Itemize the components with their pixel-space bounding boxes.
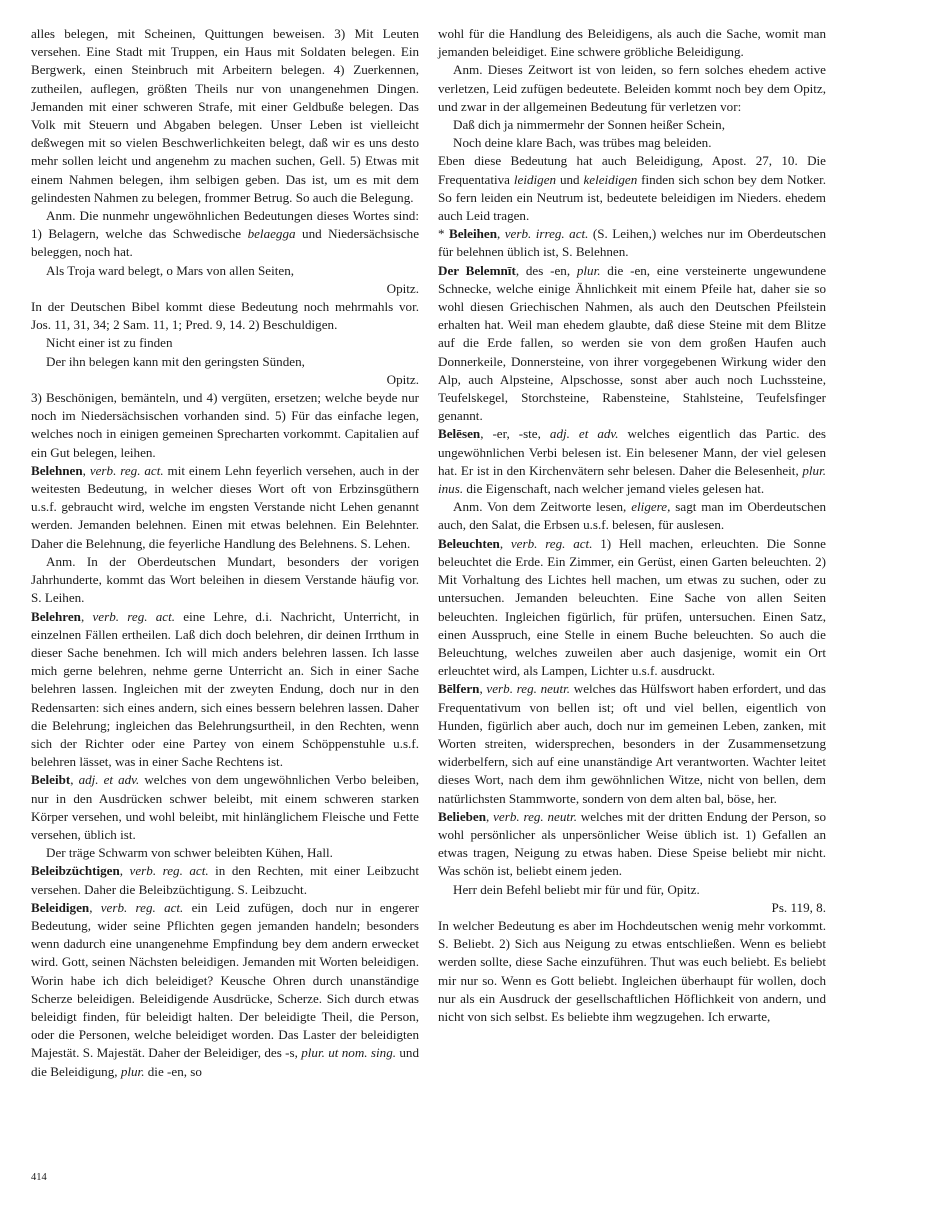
verse-quote: [31, 262, 419, 280]
entry-headword: Beleibzüchtigen: [31, 863, 120, 879]
verse-line: Nicht einer ist zu finden: [46, 335, 173, 351]
grammar-label: verb. reg. neutr.: [493, 808, 577, 824]
dictionary-entry: Bēlfern, verb. reg. neutr. welches das Hülfswort haben erfordert, und das Frequentativum von bellen ist; oft und viel bellen, eigentlich von Hunden, figürlich aber auch, doch nur im gemeinen Leben, zanken, mit Worten streiten, widersprechen, besonders in der Zusammensetzung widerbelfern, sich auf eine unanständige Art verantworten. Wachter leitet dieses Wort, nach dem ihm gewöhnlichen Witze, nicht von bellen, dem natürlichsten Stammworte, sondern von dem alten bal, böse, her.: [438, 681, 826, 806]
verse-quote: [438, 881, 826, 899]
verse-quote: [31, 844, 419, 862]
dictionary-entry: Beleidigen, verb. reg. act. ein Leid zufügen, doch nur in engerer Bedeutung, wider seine Pflichten gegen jemanden handeln; besonders wenn dadurch eine unangenehme Empfindung bey dem andern erwecket wird. Gott, seinen Nächsten beleidigen. Jemanden mit Worten beleidigen. Worin habe ich dich beleidiget? Keusche Ohren durch unanständige Scherze beleidigen. Beleidigende Ausdrücke, Scherze. Sich durch etwas beleidigt finden, für beleidigt halten. Der beleidigte Theil, die Person, oder die Personen, welche beleidiget worden. Das Laster der beleidigten Majestät. S. Majestät. Daher der Beleidiger, des -s, plur. ut nom. sing. und die Beleidigung, plur. die -en, so: [31, 899, 420, 1079]
grammar-label: verb. reg. neutr.: [486, 681, 571, 697]
verse-line: Herr dein Befehl beliebt mir für und für, Opitz.: [453, 881, 700, 897]
dictionary-entry: Belieben, verb. reg. neutr. welches mit der dritten Endung der Person, so wohl persönlicher als unpersönlicher Weise üblich ist. 1) Gefallen an etwas tragen, Neigung zu etwas haben. Diese Speise beliebt mir nicht. Was schön ist, beliebt einem jeden.: [438, 808, 827, 879]
dictionary-entry: Beleibzüchtigen, verb. reg. act. in den Rechten, mit einer Leibzucht versehen. Daher die Beleibzüchtigung. S. Leibzucht.: [31, 863, 419, 897]
body-paragraph: 3) Beschönigen, bemänteln, und 4) vergüten, ersetzen; welche beyde nur noch im Niedersächsischen vorhanden sind. 5) Für das einfache legen, welches noch in einigen gemeinen Sprecharten vorkommt. Capitalien auf ein Gut belegen, leihen.: [31, 390, 419, 460]
italic-term: belaegga: [247, 226, 296, 242]
grammar-label: verb. irreg. act.: [504, 226, 589, 242]
body-paragraph: alles belegen, mit Scheinen, Quittungen beweisen. 3) Mit Leuten versehen. Eine Stadt mit Truppen, ein Haus mit Soldaten belegen. Ein Bergwerk, einen Steinbruch mit Arbeitern belegen. 4) Zuerkennen, zutheilen, auflegen, größten Theils nur von unangenehmen Dingen. Jemanden mit einer schweren Strafe, mit einer Geldbuße belegen. Das Volk mit Steuern und Abgaben belegen. Unser Leben ist vielleicht deßwegen mit so vielen Beschwerlichkeiten belegt, daß wir es uns desto mehr sollen leicht und angenehm zu machen suchen, Gell. 5) Etwas mit einem Nahmen belegen, ihm selbigen geben. Das ist, um es mit dem gelindesten Nahmen zu belegen, frommer Betrug. So auch die Belegung.: [31, 26, 419, 205]
verse-line: Noch deine klare Bach, was trübes mag beleiden.: [453, 135, 712, 151]
citation-source: Opitz.: [386, 371, 419, 387]
grammar-label: verb. reg. act.: [92, 608, 176, 624]
page-number: 414: [31, 1172, 47, 1183]
verse-quote: [438, 116, 826, 152]
dictionary-entry: Belehnen, verb. reg. act. mit einem Lehn feyerlich versehen, auch in der weitesten Bedeutung, in welcher dieses Wort oft von Erbzinsgüthern u.s.f. gebraucht wird, welche im engsten Verstande nicht Lehen genannt werden. Jemanden belehnen. Einen mit etwas belehnen. Ein Belehnter. Daher die Belehnung, die feyerliche Handlung des Belehnens. S. Lehen.: [31, 462, 419, 551]
citation-source: Opitz.: [386, 280, 419, 296]
body-paragraph: In welcher Bedeutung es aber im Hochdeutschen wenig mehr vorkommt. S. Beliebt. 2) Sich aus Neigung zu etwas entschließen. Wenn es beliebt werden sollte, diese Sache einzuführen. Thut was euch beliebt. Es beliebt mir nur so. Wenn es Gott beliebt. Ingleichen überhaupt für wollen, doch nur als ein Ausdruck der gesellschaftlichen Höflichkeit von andern, und nicht von sich selbst. Es beliebte ihm wegzugehen. Ich erwarte,: [438, 917, 826, 1024]
body-paragraph: In der Deutschen Bibel kommt diese Bedeutung noch mehrmahls vor. Jos. 11, 31, 34; 2 Sam. 11, 1; Pred. 9, 14. 2) Beschuldigen.: [31, 299, 419, 333]
entry-headword: Belēsen: [438, 426, 481, 442]
verse-line: Der träge Schwarm von schwer beleibten Kühen, Hall.: [46, 845, 333, 861]
entry-headword: Beleuchten: [438, 535, 500, 551]
entry-headword: Beleibt: [31, 772, 71, 788]
grammar-label: verb. reg. act.: [510, 535, 593, 551]
dictionary-entry: Beleuchten, verb. reg. act. 1) Hell machen, erleuchten. Die Sonne beleuchtet die Erde. Ein Zimmer, ein Gerüst, einen Garten beleuchten. 2) Mit Vorhaltung des Lichtes hell machen, um etwas zu suchen, oder zu untersuchen. Jemanden beleuchten. Eine Sache von allen Seiten beleuchten. Ingleichen figürlich, für prüfen, untersuchen. Einen Satz, einen Ausspruch, eine Stelle in einem Buche beleuchten. So auch die Beleuchtung, welches zuweilen aber auch dasjenige, womit ein Ort erleuchtet wird, als Lampen, Lichter u.s.f. ausdruckt.: [438, 535, 826, 679]
grammar-label: verb. reg. act.: [100, 899, 184, 915]
body-paragraph: Anm. Die nunmehr ungewöhnlichen Bedeutungen dieses Wortes sind: 1) Belagern, welche das Schwedische belaegga und Niedersächsische beleggen, noch hat.: [31, 208, 420, 260]
italic-term: plur. inus.: [438, 462, 826, 497]
entry-headword: Bēlfern: [438, 681, 480, 697]
grammar-label: adj. et adv.: [78, 772, 140, 788]
italic-term: plur. ut nom. sing.: [301, 1045, 397, 1061]
entry-headword: Belehren: [31, 608, 81, 624]
left-column: [31, 25, 419, 1081]
body-paragraph: Anm. In der Oberdeutschen Mundart, besonders der vorigen Jahrhunderte, kommt das Wort beleihen in diesem Verstande häufig vor. S. Leihen.: [31, 553, 419, 606]
entry-headword: Belehnen: [31, 462, 83, 478]
italic-term: keleidigen: [583, 171, 638, 187]
entry-headword: Belieben: [438, 808, 487, 824]
dictionary-entry: * Beleihen, verb. irreg. act. (S. Leihen,) welches nur im Oberdeutschen für belehnen üblich ist, S. Belehnen.: [438, 226, 826, 260]
entry-headword: Beleidigen: [31, 899, 90, 915]
entry-headword: Beleihen: [449, 226, 498, 242]
body-paragraph: Anm. Dieses Zeitwort ist von leiden, so fern solches ehedem active verletzen, Leid zufügen bedeutete. Beleiden kommt noch bey dem Opitz, und zwar in der allgemeinen Bedeutung für verletzen vor:: [438, 62, 826, 114]
right-column: [438, 25, 826, 1026]
italic-term: plur.: [120, 1063, 145, 1079]
grammar-label: verb. reg. act.: [89, 462, 164, 478]
verse-line: Als Troja ward belegt, o Mars von allen Seiten,: [46, 262, 295, 278]
grammar-label: verb. reg. act.: [129, 863, 209, 879]
grammar-label: adj. et adv.: [549, 426, 619, 442]
citation-source: Ps. 119, 8.: [771, 899, 826, 915]
verse-line: Daß dich ja nimmermehr der Sonnen heißer Schein,: [453, 117, 725, 133]
verse-quote: [31, 334, 419, 370]
grammar-label: plur.: [576, 262, 601, 278]
dictionary-entry: Der Belemnīt, des -en, plur. die -en, eine versteinerte ungewundene Schnecke, welche einige Ähnlichkeit mit einem Pfeile hat, daher sie so wohl diesen Griechischen Nahmen, als auch den Deutschen Pfeilstein erhalten hat. Weil man ehedem glaubte, daß diese Steine mit dem Blitze auf die Erde fallen, so werden sie von dem großen Haufen auch Donnerkeile, Donnersteine, von ihrer vorgegebenen Wirkung wider den Alp, auch Alpsteine, Alpschosse, sonst aber auch noch Luchssteine, Teufelskegel, Storchsteine, Rabensteine, Stahlsteine, Teufelsfinger genannt.: [438, 262, 827, 424]
dictionary-entry: Belehren, verb. reg. act. eine Lehre, d.i. Nachricht, Unterricht, in einzelnen Fällen ertheilen. Laß dich doch belehren, dir deinen Irrthum in dieser Sache benehmen. Ich will mich anders belehren lassen. Ich lasse mich gerne belehren, nehme gerne Unterricht an. Sich in einer Sache belehren lassen. Ingleichen mit der zweyten Endung, doch nur in den Redensarten: sich eines andern, sich eines bessern belehren lassen. Daher die Belehrung; ingleichen das Belehrungsurtheil, in den Rechten, wenn sich der Richter oder eine Partey von einem Schöppenstuhle u.s.f. belehren lässet, was in einer Sache Rechtens ist.: [31, 608, 419, 770]
body-paragraph: wohl für die Handlung des Beleidigens, als auch die Sache, womit man jemanden beleidiget. Eine schwere gröbliche Beleidigung.: [438, 26, 826, 60]
dictionary-entry: Belēsen, -er, -ste, adj. et adv. welches eigentlich das Partic. des ungewöhnlichen Verbi belesen ist. Ein belesener Mann, der viel gelesen hat. Er ist in den Kirchenvätern sehr belesen. Daher die Belesenheit, plur. inus. die Eigenschaft, nach welcher jemand vieles gelesen hat.: [438, 426, 826, 497]
verse-line: Der ihn belegen kann mit den geringsten Sünden,: [46, 353, 305, 369]
body-paragraph: Eben diese Bedeutung hat auch Beleidigung, Apost. 27, 10. Die Frequentativa leidigen und keleidigen finden sich schon bey dem Notker. So fern leiden ein Neutrum ist, bedeutete beleidigen im Nieders. ehedem auch Leid tragen.: [438, 153, 827, 224]
entry-headword: Der Belemnīt: [438, 262, 516, 278]
italic-term: leidigen: [513, 171, 557, 187]
dictionary-entry: Beleibt, adj. et adv. welches von dem ungewöhnlichen Verbo beleiben, nur in den Ausdrücken schwer beleibt, mit einem schweren starken Körper versehen, und wohl beleibt, mit hinlänglichem Fleische und Fette versehen, üblich ist.: [31, 772, 419, 842]
italic-term: eligere,: [631, 499, 671, 515]
body-paragraph: Anm. Von dem Zeitworte lesen, eligere, sagt man im Oberdeutschen auch, den Salat, die Erbsen u.s.f. belesen, für auslesen.: [438, 499, 826, 533]
